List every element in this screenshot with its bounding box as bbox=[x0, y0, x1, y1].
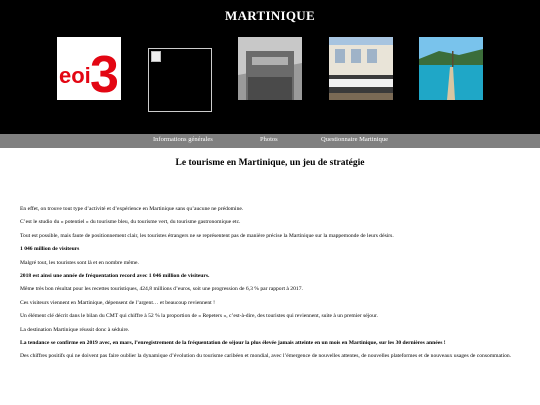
article-body bbox=[20, 206, 525, 367]
broken-image[interactable] bbox=[148, 48, 212, 112]
site-header bbox=[0, 0, 540, 143]
paragraph: Tout est possible, mais faute de positionnement clair, les touristes étrangers ne se représentent pas de manière précise la Martinique sur la mappemonde de leurs désirs. bbox=[20, 232, 394, 239]
highlight-paragraph: La tendance se confirme en 2019 avec, en mars, l’enregistrement de la fréquentation de séjour la plus élevée jamais atteinte en un mois en Martinique, sur les 30 dernières années ! bbox=[20, 340, 446, 347]
beach-photo[interactable] bbox=[419, 37, 483, 100]
paragraph: La destination Martinique réussit donc à séduire. bbox=[20, 326, 130, 333]
site-title: MARTINIQUE bbox=[225, 8, 315, 23]
paragraph: Même très bon résultat pour les recettes touristiques, 424,8 millions d’euros, soit une progression de 6,3 % par rapport à 2017. bbox=[20, 286, 303, 293]
nav-link-questionnaire[interactable]: Questionnaire Martinique bbox=[321, 136, 388, 143]
logo-digit: 3 bbox=[90, 46, 119, 100]
nav-link-informations[interactable]: Informations générales bbox=[153, 136, 213, 143]
nav-link-photos[interactable]: Photos bbox=[260, 136, 278, 143]
article-title: Le tourisme en Martinique, un jeu de stratégie bbox=[175, 158, 365, 168]
paragraph: Un élément clé décrit dans le bilan du CMT qui chiffre à 52 % la proportion de « Repeters », c’est-à-dire, des touristes qui reviennent, suite à un premier séjour. bbox=[20, 313, 378, 320]
paragraph: En effet, on trouve tout type d’activité et d’expérience en Martinique sans qu’aucune ne prédomine. bbox=[20, 206, 244, 212]
nav-bar bbox=[0, 134, 540, 148]
building-photo[interactable] bbox=[238, 37, 302, 100]
group-photo[interactable] bbox=[329, 37, 393, 100]
section-heading: 1 046 million de visiteurs bbox=[20, 246, 80, 253]
highlight-paragraph: 2018 est ainsi une année de fréquentation record avec 1 046 million de visiteurs. bbox=[20, 273, 210, 280]
paragraph: Des chiffres positifs qui ne doivent pas faire oublier la dynamique d’évolution du tourisme caribéen et mondial, avec l’émergence de nouvelles attentes, de nouvelles plateformes et de nouveaux usages de consommation. bbox=[20, 353, 512, 360]
paragraph: C’est le studio du « potentiel » du tourisme bleu, du tourisme vert, du tourisme gastronomique etc. bbox=[20, 219, 241, 226]
paragraph: Malgré tout, les touristes sont là et en nombre même. bbox=[20, 259, 139, 266]
eoi3-logo-image[interactable] bbox=[57, 37, 121, 100]
paragraph: Ces visiteurs viennent en Martinique, dépensent de l’argent… et beaucoup reviennent ! bbox=[20, 299, 215, 306]
logo-text: eoi bbox=[59, 63, 91, 88]
broken-image-icon bbox=[151, 51, 161, 62]
